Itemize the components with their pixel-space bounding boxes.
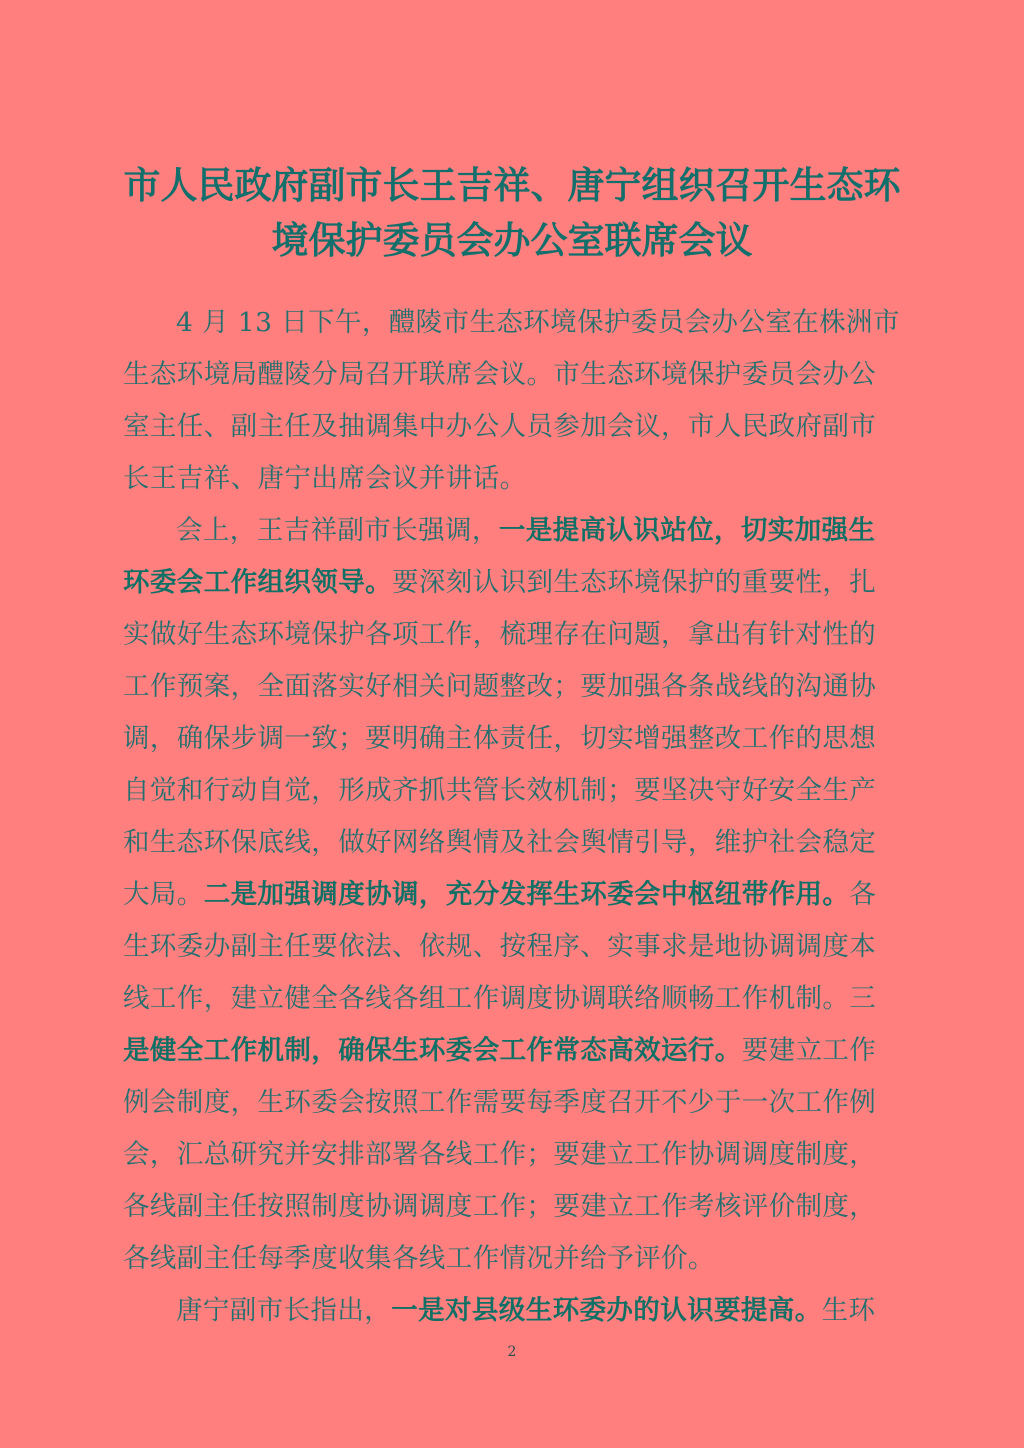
document-title: [110, 158, 914, 268]
text-run: 室主任、副主任及抽调集中办公人员参加会议，市人民政府副市: [123, 411, 877, 442]
paragraph-1: [123, 297, 905, 505]
text-run: 会，汇总研究并安排部署各线工作；要建立工作协调调度制度，: [123, 1139, 877, 1170]
paragraph-line: [123, 869, 905, 921]
text-run: 唐宁副市长指出，: [176, 1295, 392, 1326]
text-run: 要建立工作: [741, 1035, 877, 1066]
text-run: 4 月 13 日下午，醴陵市生态环境保护委员会办公室在株洲市: [176, 307, 900, 338]
paragraph-line: [123, 1129, 905, 1181]
text-run: 工作预案，全面落实好相关问题整改；要加强各条战线的沟通协: [123, 671, 877, 702]
text-run: 各线副主任按照制度协调调度工作；要建立工作考核评价制度，: [123, 1191, 877, 1222]
paragraph-line: [123, 505, 905, 557]
page-number: 2: [507, 1344, 517, 1360]
bold-emphasis: 一是对县级生环委办的认识要提高。: [391, 1295, 822, 1326]
bold-emphasis: 是健全工作机制，确保生环委会工作常态高效运行。: [123, 1035, 742, 1066]
text-run: 例会制度，生环委会按照工作需要每季度召开不少于一次工作例: [123, 1087, 877, 1118]
paragraph-line: [123, 1025, 905, 1077]
text-run: 生态环境局醴陵分局召开联席会议。市生态环境保护委员会办公: [123, 359, 877, 390]
text-run: 长王吉祥、唐宁出席会议并讲话。: [123, 463, 527, 494]
paragraph-line: [123, 973, 905, 1025]
text-run: 大局。: [123, 879, 204, 910]
paragraph-line: [123, 1285, 905, 1337]
title-line-1: 市人民政府副市长王吉祥、唐宁组织召开生态环: [123, 163, 901, 207]
paragraph-line: [123, 765, 905, 817]
paragraph-line: [123, 1077, 905, 1129]
text-run: 各: [849, 879, 877, 910]
title-line-2: 境保护委员会办公室联席会议: [271, 218, 753, 262]
bold-emphasis: 二是加强调度协调，充分发挥生环委会中枢纽带作用。: [203, 879, 850, 910]
bold-emphasis: 环委会工作组织领导。: [123, 567, 392, 598]
paragraph-line: [123, 401, 905, 453]
text-run: 生环委办副主任要依法、依规、按程序、实事求是地协调调度本: [123, 931, 877, 962]
paragraph-3: [123, 1285, 905, 1337]
text-run: 调，确保步调一致；要明确主体责任，切实增强整改工作的思想: [123, 723, 877, 754]
paragraph-line: [123, 921, 905, 973]
document-body: [123, 297, 905, 1337]
text-run: 各线副主任每季度收集各线工作情况并给予评价。: [123, 1243, 715, 1274]
text-run: 要深刻认识到生态环境保护的重要性，扎: [392, 567, 877, 598]
paragraph-line: [123, 661, 905, 713]
paragraph-line: [123, 1181, 905, 1233]
paragraph-line: [123, 1233, 905, 1285]
paragraph-line: [123, 453, 905, 505]
text-run: 线工作，建立健全各线各组工作调度协调联络顺畅工作机制。三: [123, 983, 877, 1014]
paragraph-line: [123, 297, 905, 349]
paragraph-2: [123, 505, 905, 1285]
text-run: 和生态环保底线，做好网络舆情及社会舆情引导，维护社会稳定: [123, 827, 877, 858]
text-run: 生环: [821, 1295, 876, 1326]
text-run: 实做好生态环境保护各项工作，梳理存在问题，拿出有针对性的: [123, 619, 877, 650]
paragraph-line: [123, 817, 905, 869]
bold-emphasis: 一是提高认识站位，切实加强生: [498, 515, 876, 546]
paragraph-line: [123, 557, 905, 609]
text-run: 自觉和行动自觉，形成齐抓共管长效机制；要坚决守好安全生产: [123, 775, 877, 806]
paragraph-line: [123, 713, 905, 765]
paragraph-line: [123, 609, 905, 661]
text-run: 会上，王吉祥副市长强调，: [176, 515, 499, 546]
paragraph-line: [123, 349, 905, 401]
